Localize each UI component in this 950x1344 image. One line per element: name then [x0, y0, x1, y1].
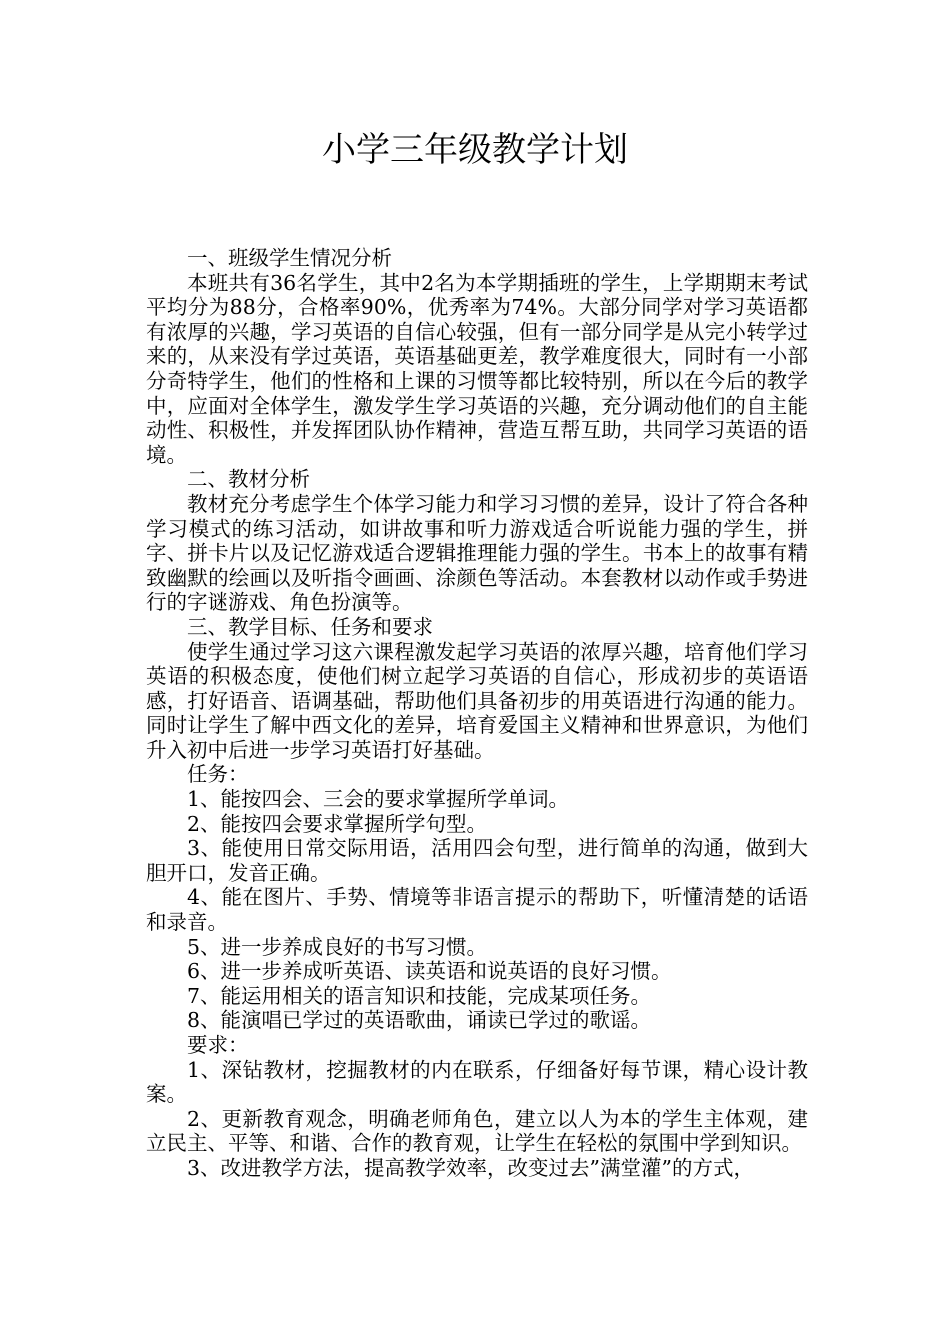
- section-heading: 一、班级学生情况分析: [187, 246, 392, 270]
- list-item: 3、能使用日常交际用语，活用四会句型，进行简单的沟通，做到大胆开口，发音正确。: [146, 836, 808, 885]
- subheading: 任务：: [187, 762, 249, 787]
- section-heading: 三、教学目标、任务和要求: [187, 614, 433, 639]
- list-item: 2、能按四会要求掌握所学句型。: [187, 811, 488, 836]
- list-item: 3、改进教学方法，提高教学效率，改变过去”满堂灌”的方式，: [187, 1155, 755, 1180]
- document-body: [146, 246, 808, 1181]
- paragraph: 教材充分考虑学生个体学习能力和学习习惯的差异，设计了符合各种学习模式的练习活动，如讲故事和听力游戏适合听说能力强的学生，拼字、拼卡片以及记忆游戏适合逻辑推理能力强的学生。书本上的故事有精致幽默的绘画以及听指令画画、涂颜色等活动。本套教材以动作或手势进行的字谜游戏、角色扮演等。: [146, 491, 808, 615]
- document-title: 小学三年级教学计划: [322, 130, 628, 170]
- list-item: 1、深钻教材，挖掘教材的内在联系，仔细备好每节课，精心设计教案。: [146, 1057, 808, 1107]
- list-item: 8、能演唱已学过的英语歌曲，诵读已学过的歌谣。: [187, 1008, 652, 1033]
- paragraph: 本班共有36名学生，其中2名为本学期插班的学生，上学期期末考试平均分为88分，合格率90%，优秀率为74%。大部分同学对学习英语都有浓厚的兴趣，学习英语的自信心较强，但有一部分同学是从完小转学过来的，从来没有学过英语，英语基础更差，教学难度很大，同时有一小部分奇特学生，他们的性格和上课的习惯等都比较特别，所以在今后的教学中，应面对全体学生，激发学生学习英语的兴趣，充分调动他们的自主能动性、积极性，并发挥团队协作精神，营造互帮互助，共同学习英语的语境。: [146, 270, 808, 467]
- section-heading: 二、教材分析: [187, 467, 310, 492]
- list-item: 6、进一步养成听英语、读英语和说英语的良好习惯。: [187, 959, 672, 984]
- paragraph: 使学生通过学习这六课程激发起学习英语的浓厚兴趣，培育他们学习英语的积极态度，使他们树立起学习英语的自信心，形成初步的英语语感，打好语音、语调基础，帮助他们具备初步的用英语进行沟通的能力。同时让学生了解中西文化的差异，培育爱国主义精神和世界意识，为他们升入初中后进一步学习英语打好基础。: [146, 639, 808, 762]
- list-item: 1、能按四会、三会的要求掌握所学单词。: [187, 787, 570, 812]
- list-item: 4、能在图片、手势、情境等非语言提示的帮助下，听懂清楚的话语和录音。: [146, 885, 808, 935]
- list-item: 5、进一步养成良好的书写习惯。: [187, 934, 488, 959]
- list-item: 2、更新教育观念，明确老师角色，建立以人为本的学生主体观，建立民主、平等、和谐、合作的教育观，让学生在轻松的氛围中学到知识。: [146, 1106, 808, 1156]
- list-item: 7、能运用相关的语言知识和技能，完成某项任务。: [187, 983, 652, 1008]
- subheading: 要求：: [187, 1033, 249, 1057]
